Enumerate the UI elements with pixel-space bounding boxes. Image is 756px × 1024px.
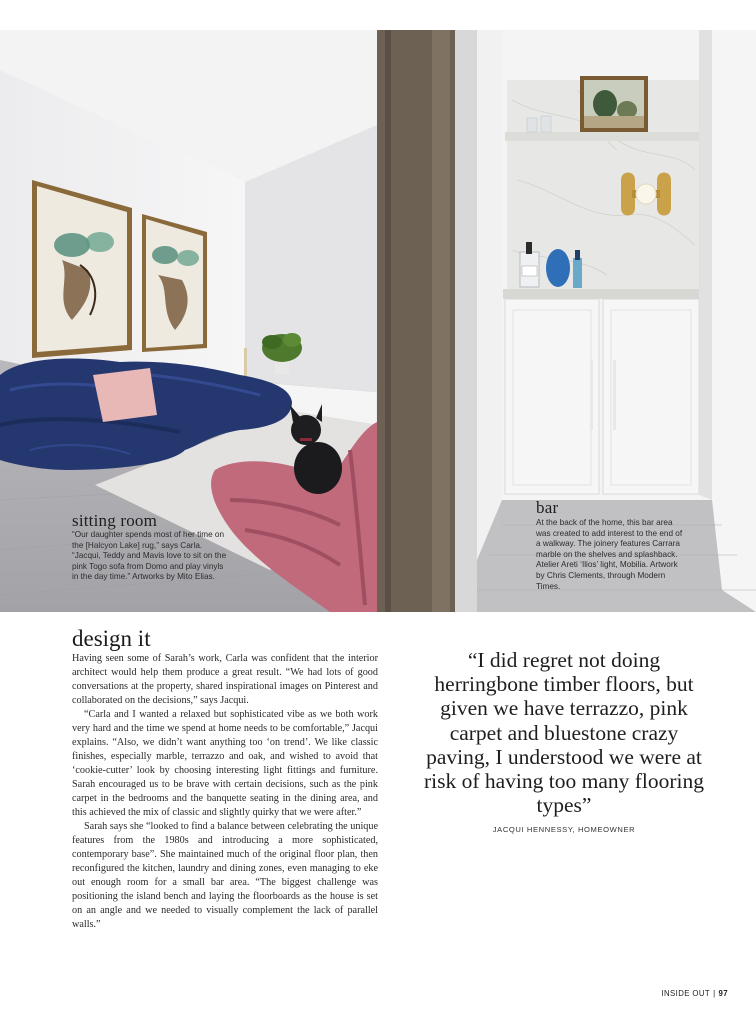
marble-counter — [503, 289, 701, 299]
article-paragraph: “Carla and I wanted a relaxed but sophisticated vibe as we both work very hard and the time we spend at home needs to be comfortable,” Jacqui explains. “Also, we didn’t want anything too ‘on trend’. We like classic finishes, especially marble, terrazzo and oak, and wished to avoid that ‘cookie-cutter’ look by choosing interesting light fittings and furniture. Sarah encouraged us to be brave with certain decisions, such as the pink carpet in the bedrooms and the banquette seating in the dining area, and this achieved the mix of classic and slightly quirky that we were after.” — [72, 709, 378, 818]
article-body — [72, 652, 378, 932]
sitting-room-photo — [0, 30, 377, 612]
article-paragraph: Sarah says she “looked to find a balance between celebrating the unique features from the 1980s and introducing a more sophisticated, contemporary base”. She maintained much of the original floor plan, then reconfigured the kitchen, laundry and dining zones, even managing to eke out enough room for a small bar area. “The biggest challenge was positioning the island bench and laying the floorboards as the house is set on an angle and we needed to visually complement the lack of parallel walls.” — [72, 821, 378, 930]
footer-separator: | — [713, 989, 716, 998]
article-paragraph: Having seen some of Sarah’s work, Carla was confident that the interior architect would help them produce a great result. “We had lots of good conversations at the property, shared inspirational images on Pinterest and collaborated on the decisions,” says Jacqui. — [72, 653, 378, 706]
artwork-right — [142, 214, 207, 352]
candle — [244, 348, 247, 376]
quote-attribution: JACQUI HENNESSY, HOMEOWNER — [492, 825, 636, 834]
page-number: 97 — [718, 989, 728, 998]
sitting-room-caption-title: sitting room — [72, 511, 158, 530]
magazine-name: INSIDE OUT — [661, 989, 711, 998]
pull-quote: “I did regret not doing herringbone timber floors, but given we have terrazzo, pink carpet and bluestone crazy paving, I understood we were at risk of having too many flooring types” — [423, 648, 705, 818]
marble-shelf — [505, 132, 701, 141]
article-heading: design it — [72, 626, 151, 651]
corridor-wall — [477, 30, 502, 560]
shelf-artwork — [580, 76, 648, 132]
bar-caption: At the back of the home, this bar area was created to add interest to the end of a walkway. The joinery features Carrara marble on the shelves and splashback. Atelier Areti ‘Ilios’ light, Mobilia. Artwork by Chris Clements, through Modern Times. — [536, 518, 683, 591]
pink-cushion — [93, 368, 157, 422]
artwork-left — [32, 180, 132, 358]
sitting-room-caption: “Our daughter spends most of her time on the [Halcyon Lake] rug,” says Carla. “Jacqui, Teddy and Mavis love to sit on the pink Togo sofa from Domo and play vinyls in the day time.” Artworks by Mito Elias. — [72, 530, 227, 582]
bar-caption-title: bar — [536, 498, 559, 517]
page-footer — [661, 989, 728, 998]
